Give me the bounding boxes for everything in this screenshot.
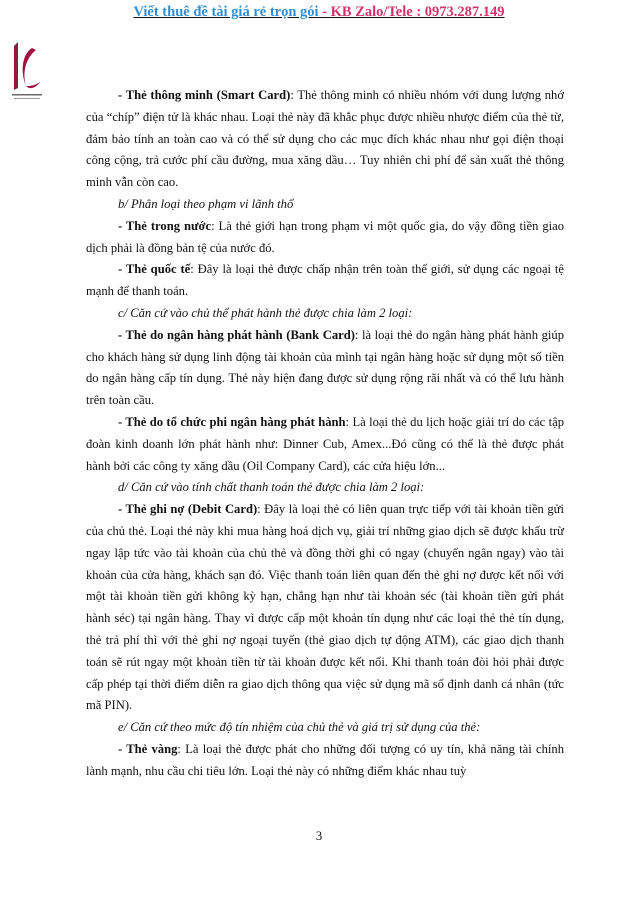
page-number: 3 xyxy=(315,829,323,843)
paragraph-bank-card: - Thẻ do ngân hàng phát hành (Bank Card): là loại thẻ do ngân hàng phát hành giúp cho khách hàng sử dụng linh động tài khoản của mình tại ngân hàng hoặc sử dụng một số tiền do ngân hàng cấp tín dụng. Thẻ này hiện đang được sử dụng rộng rãi nhất và có thể lưu hành trên toàn cầu. xyxy=(86,327,564,408)
document-body xyxy=(86,85,564,783)
paragraph-debit-card: - Thẻ ghi nợ (Debit Card): Đây là loại thẻ có liên quan trực tiếp với tài khoản tiền gửi của chủ thẻ. Loại thẻ này khi mua hàng hoá dịch vụ, giải trí những giao dịch sẽ được khấu trừ ngay lập tức vào tài khoản của chủ thẻ và đồng thời ghi có ngay (chuyển ngân ngay) vào tài khoản của cửa hàng, khách sạn đó. Việc thanh toán liên quan đến thẻ ghi nợ được kết nối với một tài khoản tiền gửi không kỳ hạn, chẳng hạn như tài khoản séc (tài khoản tiền gửi phát hành séc) tại ngân hàng. Thay vì được cấp một khoản tín dụng như các loại thẻ thẻ tín dụng, thẻ trả phí thì với thẻ ghi nợ ngoại tuyến (thẻ giao dịch tự động ATM), các giao dịch thanh toán sẽ rút ngay một khoản tiền từ tài khoản được kết nối. Khi thanh toán đòi hỏi phải được cấp phép tại thời điểm diễn ra giao dịch thông qua việc sử dụng mã số định danh cá nhân (tức mã PIN). xyxy=(86,502,564,713)
logo-mark-icon xyxy=(10,38,44,108)
company-logo xyxy=(10,38,44,108)
banner-contact-text[interactable]: KB Zalo/Tele : 0973.287.149 xyxy=(330,4,505,20)
paragraph-nonbank-card: - Thẻ do tổ chức phi ngân hàng phát hành: Là loại thẻ du lịch hoặc giải trí do các tập đoàn kinh doanh lớn phát hành như: Dinner Cub, Amex...Đó cũng có thể là thẻ được phát hành bởi các công ty xăng dầu (Oil Company Card), các cửa hiệu lớn... xyxy=(86,414,564,473)
section-heading-e: e/ Căn cứ theo mức độ tín nhiệm của chủ thẻ và giá trị sử dụng của thẻ: xyxy=(118,720,481,735)
banner-service-text[interactable]: Viết thuê đề tài giá rẻ trọn gói xyxy=(133,4,319,20)
section-heading-d: d/ Căn cứ vào tính chất thanh toán thẻ được chia làm 2 loại: xyxy=(118,480,425,495)
paragraph-gold-card: - Thẻ vàng: Là loại thẻ được phát cho những đối tượng có uy tín, khả năng tài chính lành mạnh, nhu cầu chi tiêu lớn. Loại thẻ này có những điểm khác nhau tuỳ xyxy=(86,741,564,778)
section-heading-c: c/ Căn cứ vào chủ thể phát hành thẻ được chia làm 2 loại: xyxy=(118,305,413,320)
paragraph-domestic-card: - Thẻ trong nước: Là thẻ giới hạn trong phạm vi một quốc gia, do vậy đồng tiền giao dịch phải là đồng bản tệ của nước đó. xyxy=(86,218,565,255)
banner-separator: - xyxy=(318,4,331,20)
paragraph-smart-card: - Thẻ thông minh (Smart Card): Thẻ thông minh có nhiều nhóm với dung lượng nhớ của “chíp” điện tử là khác nhau. Loại thẻ này đã khắc phục được nhiều nhược điểm của thẻ từ, đảm bảo tính an toàn cao và có thể sử dụng cho các mục đích khác nhau như gọi điện thoại công cộng, trả cước phí cầu đường, mua xăng dầu… Tuy nhiên chi phí để sản xuất thẻ thông minh vẫn còn cao. xyxy=(86,88,565,190)
section-heading-b: b/ Phân loại theo phạm vi lãnh thổ xyxy=(118,196,294,211)
header-banner[interactable] xyxy=(0,4,638,21)
paragraph-international-card: - Thẻ quốc tế: Đây là loại thẻ được chấp nhận trên toàn thế giới, sử dụng các ngoại tệ mạnh để thanh toán. xyxy=(86,262,564,299)
